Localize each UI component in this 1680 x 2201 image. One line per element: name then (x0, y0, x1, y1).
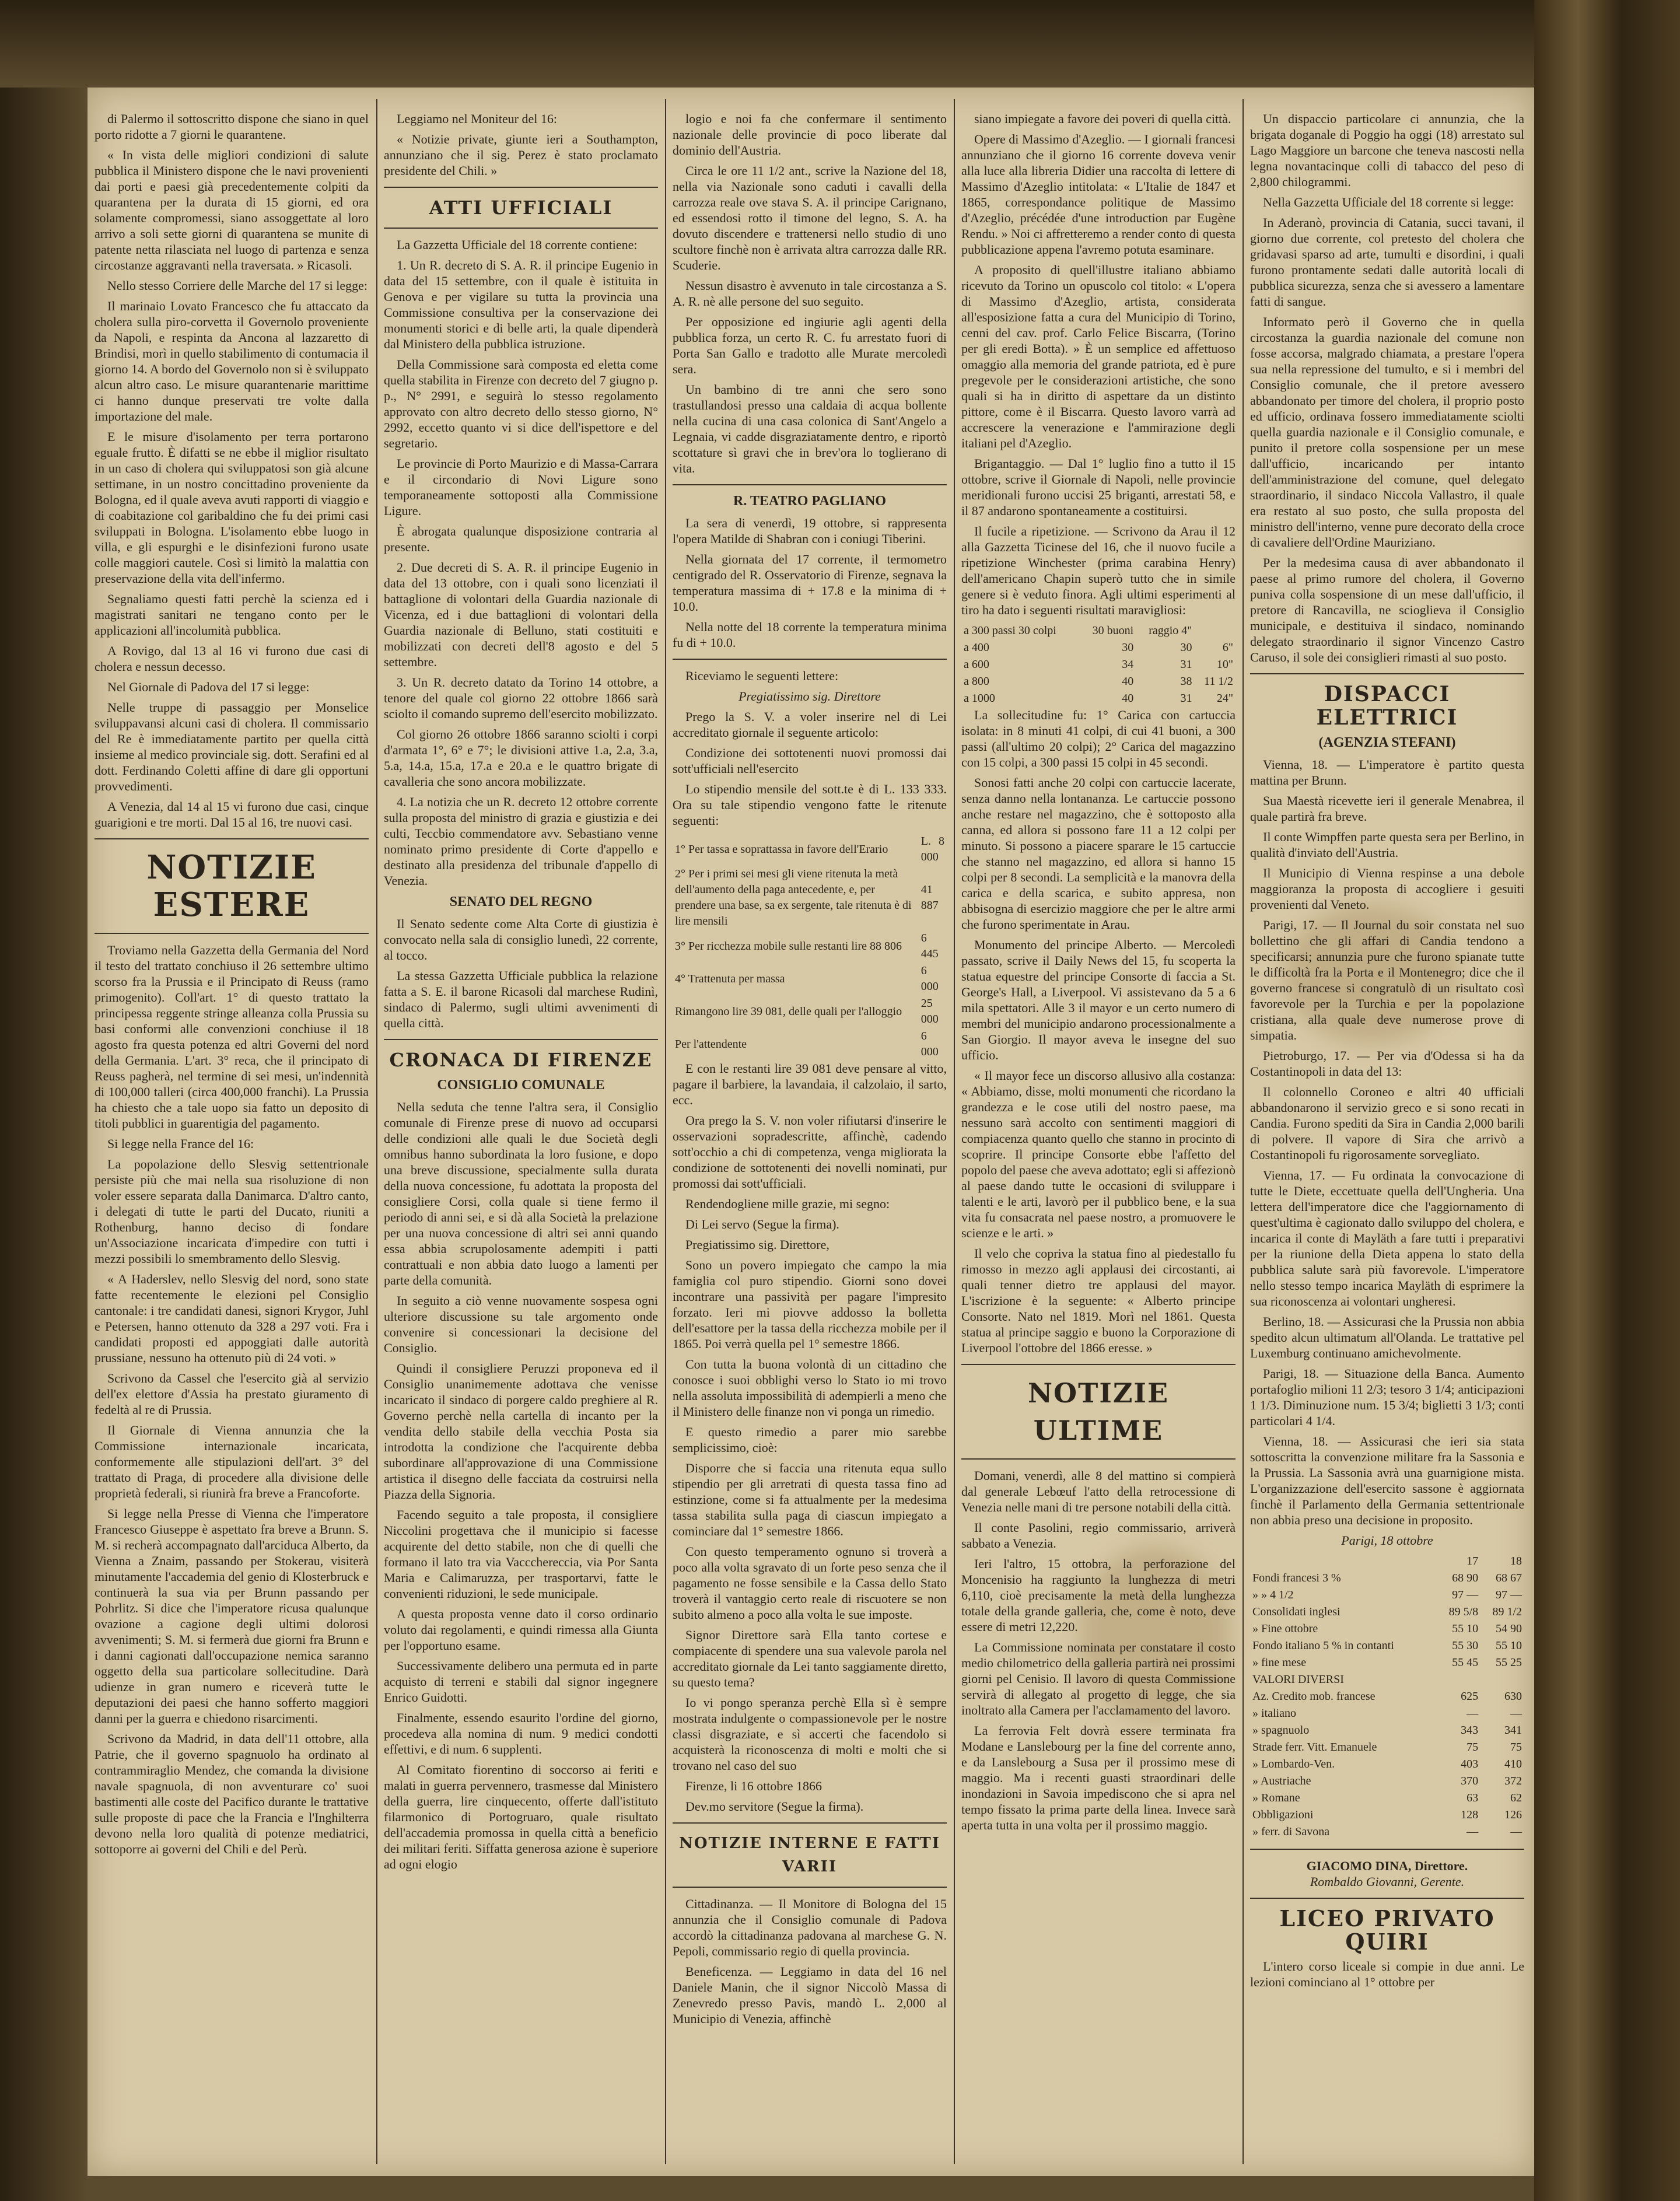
table-cell: » » 4 1/2 (1252, 1588, 1294, 1601)
col2-paras (384, 111, 658, 179)
paragraph: 1. Un R. decreto di S. A. R. il principe Eugenio in data del 15 settembre, con il quale è istituita in Genova e per vigilare su tutta la provincia una Commissione consultiva per la conservazione dei monumenti storici e di belle arti, la quale dipenderà dal Ministero della pubblica istruzione. (384, 258, 658, 351)
table-cell: 54 90 (1496, 1622, 1522, 1635)
column-rule (954, 99, 955, 2164)
table-row (961, 622, 1236, 639)
paragraph: Io vi pongo speranza perchè Ella sì è sempre mostrata indulgente o compassionevole per le nostre classi disgraziate, e sì accerti che facendolo si acquisterà la riconoscenza di molti e molti che si trovano nel caso del suo (673, 1695, 947, 1773)
column-rule (665, 99, 666, 2164)
section-heading-notizie-estere: NOTIZIE ESTERE (146, 848, 317, 924)
table-cell: 55 10 (1496, 1639, 1522, 1652)
table-row (1250, 1637, 1524, 1654)
table-cell: 343 (1461, 1724, 1479, 1737)
table-row (1250, 1587, 1524, 1604)
paragraph: Con tutta la buona volontà di un cittadino che conosce i suoi obblighi verso lo Stato io mi trovo nella assoluta impossibilità di adempierli a meno che il Ministero delle finanze non vi ponga un rimedio. (673, 1357, 947, 1419)
paragraph: Beneficenza. — Leggiamo in data del 16 nel Daniele Manin, che il signor Niccolò Massa di Zenevredo presso Pavis, mandò L. 2,000 al Municipio di Venezia, affinchè (673, 1964, 947, 2026)
paragraph: Circa le ore 11 1/2 ant., scrive la Nazione del 18, nella via Nazionale sono caduti i cavalli della carrozza reale ove stava S. A. il principe Carignano, ed essendosi rotto il timone del legno, S. A. ha dovuto discendere e trattenersi nello studio di uno scultore finchè non è arrivata altra carrozza dalle RR. Scuderie. (673, 163, 947, 272)
col3-paras3 (673, 709, 947, 828)
table-cell: 40 (1122, 675, 1134, 688)
paragraph: Vienna, 18. — Assicurasi che ieri sia stata sottoscritta la convenzione militare fra la Sassonia e la Prussia. La Sassonia avrà una guarnigione mista. L'organizzazione dell'esercito sassone è aggiornata finchè il Parlamento della Germania settentrionale non abbia preso una decisione in proposito. (1250, 1434, 1524, 1527)
paragraph: Un bambino di tre anni che sero sono trastullandosi presso una caldaia di acqua bollente nella cucina di una casa colonica di Sant'Angelo a Legnaia, vi cadde disgraziatamente dentro, e riportò scottature sì gravi che in brev'ora lo toglierano di vita. (673, 382, 947, 475)
col2-paras4 (384, 1099, 658, 1872)
table-cell: 2° Per i primi sei mesi gli viene ritenuta la metà dell'aumento della paga antecedente, e, per prendere una base, sa ex sergente, tale ritenuta è di lire mensili (675, 867, 912, 928)
table-cell (1480, 1671, 1524, 1688)
table-cell: » ferr. di Savona (1252, 1825, 1330, 1838)
table-cell: Consolidati inglesi (1252, 1605, 1340, 1618)
col1-paras2 (94, 942, 369, 1857)
section-heading-cronaca: CRONACA DI FIRENZE (389, 1049, 653, 1071)
paragraph: Quindi il consigliere Peruzzi proponeva ed il Consiglio unanimemente adottava che venisse incaricato il sindaco di porgere caldo preghiere al R. Governo perchè nella cartella di incanto per la vendita dello stabile della vecchia Posta sia introdotta la condizione che l'acquirente debba subordinare all'approvazione di una Commissione artistica il disegno delle facciata da costruirsi nella Piazza della Signoria. (384, 1361, 658, 1502)
table-cell: 341 (1504, 1724, 1522, 1737)
col5-paras (1250, 111, 1524, 665)
paragraph: A Venezia, dal 14 al 15 vi furono due casi, cinque guarigioni e tre morti. Dal 15 al 16, tre nuovi casi. (94, 799, 369, 830)
table-row (673, 963, 947, 995)
paragraph: Signor Direttore sarà Ella tanto cortese e compiacente di spendere una sua valevole parola nel accreditato giornale da Lei tanto saggiamente diretto, su questo tema? (673, 1628, 947, 1689)
paragraph: Condizione dei sottotenenti nuovi promossi dai sott'ufficiali nell'esercito (673, 746, 947, 776)
paragraph: Segnaliamo questi fatti perchè la scienza ed i magistrati sanitari ne tengano conto per le applicazioni all'incolumità pubblica. (94, 592, 369, 638)
col3-paras5 (673, 1896, 947, 2027)
section-heading-dispacci: DISPACCI ELETTRICI (1316, 682, 1458, 730)
paragraph: Troviamo nella Gazzetta della Germania del Nord il testo del trattato conchiuso il 26 settembre ultimo scorso fra la Prussia e il Principato di Reuss (ramo primogenito). Coll'art. 1° di questo trattato la principessa reggente stringe alleanza colla Prussia su basi conformi alle convenzioni conchiuse il 18 agosto fra questa potenza ed altri Governi del nord della Germania. L'art. 3° reca, che il principato di Reuss pagherà, nel termine di sei mesi, un'indennità di 100,000 talleri (circa 400,000 franchi). La Prussia ha chiesto che a tale uopo sia fatto un deposito di titoli pubblici in guarentigia del pagamento. (94, 943, 369, 1131)
table-row (961, 690, 1236, 707)
paragraph: Pietroburgo, 17. — Per via d'Odessa si ha da Costantinopoli in data del 13: (1250, 1048, 1524, 1079)
table-row (961, 673, 1236, 690)
paragraph: logio e noi fa che confermare il sentimento nazionale delle provincie di poco liberate dal dominio dell'Austria. (673, 111, 947, 158)
paragraph: Il conte Wimpffen parte questa sera per Berlino, in qualità d'inviato dell'Austria. (1250, 830, 1524, 860)
col2-paras2 (384, 237, 658, 888)
director-line: GIACOMO DINA, Direttore. (1306, 1859, 1468, 1873)
table-row (673, 1028, 947, 1061)
table-cell: Strade ferr. Vitt. Emanuele (1252, 1741, 1377, 1754)
paragraph: Vienna, 17. — Fu ordinata la convocazione di tutte le Diete, eccettuate quella dell'Ungheria. Una lettera dell'imperatore dice che l'aggiornamento di quest'ultima è cagionato dallo sviluppo del cholera, e incarica il conte di Mayläth a fare tutti i preparativi per la riunione della Dieta appena lo stato della pubblica salute sarà più favorevole. L'imperatore nello stesso tempo incarica Mayläth di esprimere la sua riconoscenza ai volontari ungheresi. (1250, 1168, 1524, 1308)
table-cell: » Austriache (1252, 1775, 1311, 1787)
table-cell: — (1466, 1707, 1479, 1720)
paragraph: A Rovigo, dal 13 al 16 vi furono due casi di cholera e nessun decesso. (94, 643, 369, 674)
paragraph: Della Commissione sarà composta ed eletta come quella stabilita in Firenze con decreto del 7 giugno p. p., N° 2991, e seguirà lo stesso regolamento approvato con altro decreto dello stesso giorno, N° 2992, eccetto quanto vi si dice dell'ispettore e del segretario. (384, 357, 658, 450)
paragraph: Successivamente delibero una permuta ed in parte acquisto di terreni e stabili dal signor ingegnere Enrico Guidotti. (384, 1658, 658, 1705)
table-cell (1250, 1553, 1437, 1570)
left-edge (0, 88, 88, 2201)
ledger-table (673, 833, 947, 1061)
table-row (1250, 1621, 1524, 1637)
table-cell: 126 (1504, 1808, 1522, 1821)
subheading-senato: SENATO DEL REGNO (449, 894, 593, 909)
column-1 (94, 111, 369, 2153)
table-cell: 24" (1216, 692, 1233, 705)
ad-text: L'intero corso liceale si compie in due anni. Le lezioni cominciano al 1° ottobre per (1250, 1959, 1524, 1989)
table-cell: 31 (1180, 692, 1192, 705)
col3-paras (673, 111, 947, 476)
paragraph: Brigantaggio. — Dal 1° luglio fino a tutto il 15 ottobre, scrive il Giornale di Napoli, nelle provincie meridionali furono uccisi 25 briganti, arrestati 58, e il 87 andarono spontaneamente a costituirsi. (961, 456, 1236, 518)
paragraph: Pregiatissimo sig. Direttore, (685, 1237, 830, 1252)
table-row (1250, 1773, 1524, 1790)
paragraph: Nella seduta che tenne l'altra sera, il Consiglio comunale di Firenze prese di nuovo ad occuparsi delle condizioni alle quali le due Società degli omnibus hanno subordinata la loro fusione, e dopo una breve discussione, specialmente sulla durata della nuova concessione, fu adottata la proposta del consigliere Corsi, colla quale si tiene fermo il periodo di anni sei, e si dà alla Società la prelazione per una nuova concessione di altri sei anni quando essa abbia scrupolosamente adempiti i patti contrattuali e non abbia dato luogo a lamenti per parte della comunità. (384, 1100, 658, 1287)
top-edge (0, 0, 1680, 88)
table-cell: 6 000 (921, 1030, 939, 1058)
table-cell: 4° Trattenuta per massa (675, 972, 785, 985)
paragraph: Monumento del principe Alberto. — Mercoledì passato, scrive il Daily News del 15, fu scoperta la statua equestre del principe Consorte di faccia a St. George's Hall, a Liverpool. Vi assistevano da 5 a 6 mila spettatori. Alle 3 il mayor e un certo numero di membri del municipio andarono processionalmente a San Giorgio. Il mayor aveva le insegne del suo ufficio. (961, 937, 1236, 1062)
paragraph: Il Senato sedente come Alta Corte di giustizia è convocato nella sala di consiglio lunedì, 22 corrente, al tocco. (384, 916, 658, 963)
paragraph: Leggiamo nel Moniteur del 16: (397, 111, 557, 126)
paragraph: Il conte Pasolini, regio commissario, arriverà sabbato a Venezia. (961, 1520, 1236, 1551)
table-cell: 97 — (1452, 1588, 1479, 1601)
paragraph: Il colonnello Coroneo e altri 40 ufficiali abbandonarono il servizio greco e si sono recati in Candia. Furono spediti da Sira in Candia 2,000 barili di polvere. Il vapore di Sira che arrivò a Costantinopoli fu rigorosamente sorvegliato. (1250, 1084, 1524, 1162)
column-rule (376, 99, 377, 2164)
paragraph: Nella notte del 18 corrente la temperatura minima fu di + 10.0. (673, 620, 947, 650)
table-cell: 89 1/2 (1492, 1605, 1522, 1618)
table-row (1250, 1654, 1524, 1671)
paragraph: Al Comitato fiorentino di soccorso ai feriti e malati in guerra pervennero, trasmesse dal Ministero della guerra, lire cinquecento, offerte dall'istituto filarmonico di Portogruaro, quale risultato dell'accademia promossa in quella città a beneficio dei militari feriti. Siffatta generosa azione è superiore ad ogni elogio (384, 1762, 658, 1871)
paragraph: Berlino, 18. — Assicurasi che la Prussia non abbia spedito alcun ultimatum all'Olanda. Le trattative pel Luxemburg continuano amichevolmente. (1250, 1314, 1524, 1360)
newspaper-page (88, 88, 1534, 2176)
paragraph: Sua Maestà ricevette ieri il generale Menabrea, il quale partirà fra breve. (1250, 793, 1524, 824)
table-cell: a 1000 (964, 692, 995, 705)
table-cell: Fondo italiano 5 % in contanti (1252, 1639, 1394, 1652)
paragraph: Nelle truppe di passaggio per Monselice sviluppavansi alcuni casi di cholera. Il commissario del Re è immediatamente partito per quella città insieme al medico provinciale sig. dott. Serafini ed al dott. Ferdinando Coletti affine di dare gli opportuni provvedimenti. (94, 700, 369, 793)
table-row (961, 639, 1236, 656)
paragraph: E questo rimedio a parer mio sarebbe semplicissimo, cioè: (673, 1425, 947, 1455)
table-cell: a 300 passi 30 colpi (964, 624, 1056, 637)
paragraph: Disporre che si faccia una ritenuta equa sullo stipendio per gli arretrati di questa tassa fino ad estinzione, come si fa attualmente per la medesima tassa stabilita sulla paga di ciascun impiegato a cominciare dal 1° semestre 1866. (673, 1461, 947, 1538)
paragraph: Informato però il Governo che in quella circostanza la guardia nazionale del comune non fosse accorsa, malgrado chiamata, a prestare l'opera sua nella repressione del tumulto, e si i membri del Consiglio comunale, che il pretore avessero abbandonato per timore del cholera, il proprio posto ed ufficio, ordinava fossero immediatamente sciolti quella guardia nazionale e il Consiglio comunale, e punito il pretore colla sospensione per un mese dall'ufficio, incaricando per intanto dell'amministrazione del comune, quel delegato straordinario, il sindaco Niccola Vallastro, il quale era restato al suo posto, che sulla proposta del ministro dell'interno, venne pure decorato della croce di cavaliere dell'Ordine Mauriziano. (1250, 314, 1524, 550)
bourse-table (1250, 1553, 1524, 1840)
col2-paras3 (384, 916, 658, 1031)
paragraph: A proposito di quell'illustre italiano abbiamo ricevuto da Torino un opuscolo col titolo: « L'opera di Massimo d'Azeglio, artista, considerata all'esposizione fatta a cura del Municipio di Torino, cenni del cav. prof. Carlo Felice Biscarra, (Torino per gli eredi Botta). » È un semplice ed affettuoso omaggio alla memoria del grande patriota, ed è pure pregevole per le considerazioni artistiche, che sono quali si ha in diritto di aspettare da un distinto pittore, come è il Biscarra. Questo lavoro varrà ad accrescere la venerazione e l'ammirazione degli italiani pel d'Azeglio. (961, 263, 1236, 450)
table-header-row (1250, 1553, 1524, 1570)
paragraph: Firenze, li 16 ottobre 1866 (685, 1779, 822, 1793)
table-cell: 55 45 (1452, 1656, 1479, 1669)
paragraph: Sonosi fatti anche 20 colpi con cartuccie lacerate, senza danno nella lontananza. Le cartuccie possono anche restare nel magazzino, che è sottoposto alla canna, ed allora si possono fare 11 a 12 colpi per minuto. Si possono a piacere sparare le 15 cartuccie che stanno nel magazzino, ed allora si hanno 15 colpi per 8 secondi. La semplicità e la manovra della carica e della scarica, e subito appresa, non abbisogna di esercizio maggiore che per le altre armi che furono sperimentate in Arau. (961, 775, 1236, 932)
subheading-teatro: R. TEATRO PAGLIANO (733, 494, 887, 509)
table-row (1250, 1604, 1524, 1621)
table-cell: 63 (1466, 1791, 1479, 1804)
table-cell: 34 (1122, 658, 1134, 671)
paragraph: « A Haderslev, nello Slesvig del nord, sono state fatte recentemente le elezioni pel Consiglio cantonale: i tre candidati danesi, signori Krygor, Juhl e Petersen, hanno ottenuto da 328 a 297 voti. Fra i candidati proposti ed appoggiati dalle autorità prussiane, nessuno ha ottenuto più di 24 voti. » (94, 1272, 369, 1365)
table-cell: 410 (1504, 1758, 1522, 1770)
col3-paras4 (673, 1061, 947, 1814)
table-cell: » spagnuolo (1252, 1724, 1310, 1737)
paragraph: La sera di venerdì, 19 ottobre, si rappresenta l'opera Matilde di Shabran con i coniugi Tiberini. (673, 516, 947, 546)
paragraph: Il marinaio Lovato Francesco che fu attaccato da cholera sulla piro-corvetta il Governolo proveniente da Napoli, e respinta da Ancona al lazzaretto di Brindisi, morì in quello stabilimento di contumacia il giorno 14. A bordo del Governolo non si è sviluppato alcun altro caso. Le misure quarantenarie marittime ci hanno dunque preservati tre volte dalla importazione del male. (94, 299, 369, 424)
table-cell: 372 (1504, 1775, 1522, 1787)
paragraph: La popolazione dello Slesvig settentrionale persiste più che mai nella sua risoluzione di non voler essere separata dalla Danimarca. D'altro canto, i delegati di tutte le parti del Ducato, riuniti a Rothenburg, hanno deciso di fondare un'Associazione incaricata d'impedire con tutti i mezzi possibili lo smembramento dello Slesvig. (94, 1157, 369, 1266)
paragraph: Un dispaccio particolare ci annunzia, che la brigata doganale di Poggio ha oggi (18) arrestato sul Lago Maggiore un barcone che teneva nascosti nella legna novantacinque colli di tabacco del peso di 2,800 chilogrammi. (1250, 111, 1524, 189)
table-cell: 10" (1216, 658, 1233, 671)
paragraph: Nello stesso Corriere delle Marche del 17 si legge: (107, 278, 368, 293)
table-row (1250, 1756, 1524, 1773)
table-cell: 403 (1461, 1758, 1479, 1770)
paragraph: Dev.mo servitore (Segue la firma). (685, 1799, 864, 1814)
table-cell: raggio 4" (1149, 624, 1192, 637)
paragraph: « Il mayor fece un discorso allusivo alla costanza: « Abbiamo, disse, molti monumenti che ricordano la grandezza e le cose utili del nostro paese, ma nessuno sarà accolto con sentimenti maggiori di compiacenza quanto quello che stanno in procinto di scoprire. Il principe Consorte ebbe l'affetto del popolo del paese che aveva adottato; egli si affezionò al paese dando tutte le occasioni di sviluppare i talenti e le arti, lavorò per il pubblico bene, e la sua vita fu consacrata nel paese nostro, a promuovere le scienze e le arti. » (961, 1068, 1236, 1240)
subheading-consiglio: CONSIGLIO COMUNALE (437, 1077, 605, 1093)
paragraph: La ferrovia Felt dovrà essere terminata fra Modane e Lanslebourg per la fine del corrente anno, e da Lanslebourg a Susa per il prossimo mese di maggio. Ma i recenti guasti straordinari delle inondazioni in Savoia impediscono che si apra nel tempo fissato la prima parte della linea. Invece sarà aperta tutta in una volta per il prossimo maggio. (961, 1723, 1236, 1832)
table-row (673, 930, 947, 963)
paragraph: « In vista delle migliori condizioni di salute pubblica il Ministero dispone che le navi provenienti dai porti e paesi già precedentemente colpiti da quarantena per la durata di 15 giorni, ed ora solamente compromessi, siano assoggettate al loro arrivo a soli sette giorni di quarantena se munite di patente netta rilasciata nel luogo di partenza e senza circostanze aggravanti nella traversata. » Ricasoli. (94, 148, 369, 272)
table-cell (1437, 1671, 1480, 1688)
paragraph: Il fucile a ripetizione. — Scrivono da Arau il 12 alla Gazzetta Ticinese del 16, che il nuovo fucile a ripetizione Winchester (prima carabina Henry) dell'americano Chapin superò tutto che in simile genere si è veduto finora. Agli ultimi esperimenti al tiro ha dato i seguenti risultati maravigliosi: (961, 524, 1236, 617)
paragraph: E le misure d'isolamento per terra portarono eguale frutto. È difatti se ne ebbe il miglior risultato in un caso di cholera qui sviluppatosi son già alcune settimane, in un nostro concittadino proveniente da Bologna, ed il quale aveva avuti rapporti di viaggio e di coabitazione col garibaldino che fu dei primi casi sviluppati in Bologna. L'isolamento ebbe luogo in villa, e gli espurghi e le disinfezioni furono usate colle maggiori cautele. Così si limitò la malattia con preservazione della vita dell'infermo. (94, 429, 369, 586)
paragraph: 3. Un R. decreto datato da Torino 14 ottobre, a tenore del quale col giorno 22 ottobre 1866 sarà sciolto il comando supremo dell'esercito mobilizzato. (384, 675, 658, 721)
table-cell: » Fine ottobre (1252, 1622, 1318, 1635)
column-3 (673, 111, 947, 2153)
paragraph: È abrogata qualunque disposizione contraria al presente. (384, 524, 658, 554)
book-binding (1534, 0, 1680, 2201)
table-cell: 30 (1180, 641, 1192, 654)
paragraph: A questa proposta venne dato il corso ordinario voluto dai regolamenti, e quindi rimessa alla Giunta per l'opportuno esame. (384, 1607, 658, 1653)
paragraph: 4. La notizia che un R. decreto 12 ottobre corrente sulla proposta del ministro di grazia e giustizia e dei culti, Teccbio commendatore avv. Sebastiano venne nominato primo presidente di Corte d'appello e destinato alla presidenza del tribunale d'appello di Venezia. (384, 795, 658, 888)
table-cell: a 600 (964, 658, 989, 671)
table-cell: — (1510, 1707, 1522, 1720)
paragraph: Scrivono da Madrid, in data dell'11 ottobre, alla Patrie, che il governo spagnuolo ha ordinato al contrammiraglio Mendez, che comanda la divisione navale spagnuola, di non avventurare co' suoi bastimenti alle coste del Pacifico durante le trattative sulle proposte di pace che la Francia e l'Inghilterra devono nella loro qualità di potenze mediatrici, sottoporre ai governi del Chili e del Perù. (94, 1731, 369, 1856)
table-cell: 75 (1466, 1741, 1479, 1754)
paragraph: Di Lei servo (Segue la firma). (685, 1217, 839, 1231)
table-cell: Az. Credito mob. francese (1252, 1690, 1376, 1703)
table-header-cell: 17 (1466, 1555, 1479, 1567)
paragraph: Finalmente, essendo esaurito l'ordine del giorno, procedeva alla nomina di num. 9 medici condotti effettivi, e di num. 6 supplenti. (384, 1710, 658, 1756)
paragraph: Rendendogliene mille grazie, mi segno: (685, 1196, 890, 1211)
paragraph: Per opposizione ed ingiurie agli agenti della pubblica forza, un certo R. C. fu arrestato fuori di Porta San Gallo e tradotto alle Murate mercoledì sera. (673, 314, 947, 376)
paragraph: Per la medesima causa di aver abbandonato il paese al primo rumore del cholera, il Governo puniva colla sospensione di un mese dall'ufficio, il pretore di Rancavilla, ne scioglieva il Consiglio municipale, e destituiva il sindaco, nominando delegato straordinario il signor Vincenzo Castro Caruso, il sole dei consiglieri rimasti al suo posto. (1250, 555, 1524, 664)
table-cell: 38 (1180, 675, 1192, 688)
table-cell: 55 25 (1496, 1656, 1522, 1669)
paragraph: Col giorno 26 ottobre 1866 saranno sciolti i corpi d'armata 1°, 6° e 7°; le divisioni attive 1.a, 2.a, 3.a, 5.a, 14.a, 15.a, 17.a e 20.a e le quattro brigate di cavalleria che sono ancora mobilizzate. (384, 727, 658, 789)
paragraph: di Palermo il sottoscritto dispone che siano in quel porto ridotte a 7 giorni le quarantene. (94, 111, 369, 142)
section-heading-notizie-ultime: NOTIZIE ULTIME (1027, 1377, 1170, 1446)
paragraph: Cittadinanza. — Il Monitore di Bologna del 15 annunzia che il Consiglio comunale di Padova accordò la cittadinanza padovana al marchese G. N. Pepoli, commissario regio di quella provincia. (673, 1896, 947, 1958)
table-cell: 1° Per tassa e soprattassa in favore dell'Erario (675, 842, 888, 856)
column-4 (961, 111, 1236, 2153)
table-cell: 6" (1222, 641, 1233, 654)
paragraph: Il Municipio di Vienna respinse a una debole maggioranza la proposta di accogliere i gesuiti provenienti dal Veneto. (1250, 866, 1524, 912)
bourse-title: Parigi, 18 ottobre (1341, 1533, 1433, 1548)
table-cell: 97 — (1496, 1588, 1522, 1601)
letter-salutation: Pregiatissimo sig. Direttore (738, 689, 881, 704)
paragraph: La Commissione nominata per constatare il costo medio chilometrico della galleria partirà nei prossimi giorni pel Cenisio. Il lavoro di questa Commissione servirà di allegato al progetto di legge, che sia inoltrato alla Camera per l'acclamamento del lavoro. (961, 1640, 1236, 1717)
table-cell: Fondi francesi 3 % (1252, 1572, 1341, 1584)
paragraph: Facendo seguito a tale proposta, il consigliere Niccolini progettava che il municipio si facesse acquirente del detto stabile, non che di quelli che formano il lato tra via Vaccchereccia, via Por Santa Maria e Calimaruzza, per trasportarvi, fatte le convenienti riduzioni, le sede municipale. (384, 1507, 658, 1601)
paragraph: Il velo che copriva la statua fino al piedestallo fu rimosso in mezzo agli applausi dei circostanti, ai quali tenner dietro tre applausi del mayor. L'iscrizione è la seguente: « Alberto principe Consorte. Nato nel 1819. Morì nel 1861. Questa statua al principe saggio e buono la Corporazione di Liverpool l'ottobre del 1866 eresse. » (961, 1246, 1236, 1355)
table-cell: 31 (1180, 658, 1192, 671)
table-cell: 625 (1461, 1690, 1479, 1703)
table-cell: 370 (1461, 1775, 1479, 1787)
column-2 (384, 111, 658, 2153)
table-cell: 11 1/2 (1204, 675, 1233, 688)
table-cell: 128 (1461, 1808, 1479, 1821)
paragraph: In seguito a ciò venne nuovamente sospesa ogni ulteriore discussione su tale argomento onde convenire si concessionari la decisione del Consiglio. (384, 1293, 658, 1355)
table-cell: 3° Per ricchezza mobile sulle restanti lire 88 806 (675, 939, 902, 953)
table-cell: 55 10 (1452, 1622, 1479, 1635)
paragraph: La sollecitudine fu: 1° Carica con cartuccia isolata: in 8 minuti 41 colpi, di cui 41 buoni, a 300 passi (all'ultimo 20 colpi); 2° Carica del magazzino con 15 colpi, a 300 passi 15 colpi in 45 secondi. (961, 708, 1236, 769)
table-header-cell: 18 (1510, 1555, 1522, 1567)
paragraph: « Notizie private, giunte ieri a Southampton, annunziano che il sig. Perez è stato proclamato presidente del Chili. » (384, 132, 658, 178)
table-cell: 6 000 (921, 964, 939, 993)
table-cell: 62 (1510, 1791, 1522, 1804)
table-cell: a 800 (964, 675, 989, 688)
paragraph: Parigi, 18. — Situazione della Banca. Aumento portafoglio milioni 11 2/3; tesoro 3 1/4; anticipazioni 1 1/3. Diminuzione num. 15 3/4; biglietti 3 1/3; conti particolari 4 1/4. (1250, 1366, 1524, 1428)
section-heading-atti-ufficiali: ATTI UFFICIALI (429, 197, 613, 219)
table-row (961, 656, 1236, 673)
table-row (673, 833, 947, 866)
paragraph: Le provincie di Porto Maurizio e di Massa-Carrara e il circondario di Novi Ligure sono temporaneamente sottoposti alla Commissione Ligure. (384, 456, 658, 518)
ad-title: LICEO PRIVATO QUIRI (1279, 1905, 1495, 1955)
table-cell: 40 (1122, 692, 1134, 705)
subheading-agenzia: (AGENZIA STEFANI) (1318, 735, 1456, 750)
table-cell: 55 30 (1452, 1639, 1479, 1652)
shots-table (961, 622, 1236, 707)
paragraph: Nel Giornale di Padova del 17 si legge: (107, 680, 310, 694)
table-cell: 75 (1510, 1741, 1522, 1754)
table-cell: — (1466, 1825, 1479, 1838)
paragraph: Lo stipendio mensile del sott.te è di L. 133 333. Ora su tale stipendio vengono fatte le ritenute seguenti: (673, 782, 947, 828)
table-cell: Per l'attendente (675, 1037, 747, 1051)
paragraph: Il Giornale di Vienna annunzia che la Commissione internazionale incaricata, conformemente alle stipulazioni dell'art. 3° del trattato di Praga, di procedere alla divisione delle proprietà federali, si riunirà fra breve a Francoforte. (94, 1423, 369, 1500)
table-row (1250, 1688, 1524, 1705)
table-cell: » Lombardo-Ven. (1252, 1758, 1335, 1770)
table-row (1250, 1824, 1524, 1840)
table-cell: 30 buoni (1092, 624, 1134, 637)
table-cell: 25 000 (921, 997, 939, 1026)
paragraph: Ieri l'altro, 15 ottobra, la perforazione del Moncenisio ha raggiunto la lunghezza di metri 6,110, cioè precisamente la metà della lunghezza totale della grande galleria, che, come è noto, deve essere di metri 12,220. (961, 1556, 1236, 1634)
paragraph: 2. Due decreti di S. A. R. il principe Eugenio in data del 13 ottobre, con i quali sono licenziati il battaglione di volontari della Guardia nazionale di Vicenza, ed i due battaglioni di volontari della Guardia nazionale di Belluno, stati costituiti e mobilizzati con decreti dell'8 agosto e del 5 settembre. (384, 560, 658, 669)
table-row (1250, 1739, 1524, 1756)
column-5 (1250, 111, 1524, 2153)
table-cell: 89 5/8 (1448, 1605, 1479, 1618)
col3-paras2 (673, 515, 947, 650)
table-cell: L. 8 000 (921, 835, 944, 863)
table-row (1250, 1790, 1524, 1807)
table-cell: Rimangono lire 39 081, delle quali per l'alloggio (675, 1005, 902, 1018)
column-rule (1242, 99, 1244, 2164)
paragraph: La Gazzetta Ufficiale del 18 corrente contiene: (397, 237, 638, 252)
paragraph: Sono un povero impiegato che campo la mia famiglia col puro stipendio. Giorni sono dovei incontrare una passività per pagare l'impresito forzato. Ieri mi piovve addosso la bolletta dell'esattore per la tassa della ricchezza mobile per il 1865. Poi verrà quella pel 1° semestre 1866. (673, 1258, 947, 1351)
table-row (1250, 1671, 1524, 1688)
paragraph: E con le restanti lire 39 081 deve pensare al vitto, pagare il barbiere, la lavandaia, il calzolaio, il sarto, ecc. (673, 1061, 947, 1107)
table-cell: » italiano (1252, 1707, 1296, 1720)
paragraph: Nella Gazzetta Ufficiale del 18 corrente si legge: (1263, 195, 1514, 209)
paragraph: Ora prego la S. V. non voler rifiutarsi d'inserire le osservazioni sopradescritte, affinchè, cadendo sott'occhio a chi di competenza, venga migliorata la condizione de sottotenenti dei novelli nominati, pur promossi dai sott'ufficiali. (673, 1113, 947, 1191)
table-cell: 30 (1122, 641, 1134, 654)
table-cell: 6 445 (921, 932, 939, 960)
table-cell: 630 (1504, 1690, 1522, 1703)
paragraph: Nessun disastro è avvenuto in tale circostanza a S. A. R. nè alle persone del suo seguito. (673, 278, 947, 309)
table-cell: 68 90 (1452, 1572, 1479, 1584)
table-cell: — (1510, 1825, 1522, 1838)
table-cell: a 400 (964, 641, 989, 654)
table-row (1250, 1722, 1524, 1739)
paragraph: Con questo temperamento ognuno si troverà a poco alla volta sgravato di un forte peso senza che il pagamento ne fosse sensibile e la Cassa dello Stato troverà il vantaggio certo reale di riscuotere se non subito almeno a poco alla volta le sue imposte. (673, 1544, 947, 1622)
paragraph: Prego la S. V. a voler inserire nel di Lei accreditato giornale il seguente articolo: (673, 709, 947, 740)
paragraph: Parigi, 17. — Il Journal du soir constata nel suo bollettino che gli affari di Candia tendono a specificarsi; annunzia pure che furono spianate tutte le difficoltà fra la Porta e il Montenegro; dice che il governo francese si congratulò di un risultato così favorevole per la Turchia e per la popolazione cristiana, alla quale deve numerose prove di simpatia. (1250, 918, 1524, 1042)
col4-paras2 (961, 707, 1236, 1356)
manager-line: Rombaldo Giovanni, Gerente. (1310, 1874, 1465, 1889)
letter-intro: Riceviamo le seguenti lettere: (685, 669, 839, 683)
col4-paras3 (961, 1468, 1236, 1833)
paragraph: La stessa Gazzetta Ufficiale pubblica la relazione fatta a S. E. il barone Ricasoli dal marchese Rudinì, sindaco di Palermo, sugli ultimi avvenimenti di quella città. (384, 968, 658, 1030)
table-row (673, 866, 947, 930)
table-cell: Obbligazioni (1252, 1808, 1314, 1821)
paragraph: Domani, venerdì, alle 8 del mattino si compierà dal generale Lebœuf l'atto della retrocessione di Venezia nelle mani di tre persone notabili della città. (961, 1468, 1236, 1514)
col4-paras (961, 111, 1236, 618)
table-cell: » fine mese (1252, 1656, 1307, 1669)
table-cell: » Romane (1252, 1791, 1300, 1804)
paragraph: In Aderanò, provincia di Catania, succi tavani, il giorno due corrente, col pretesto del cholera che gridavasi sparso ad arte, tumulti e disordini, i quali furono prontamente sedati dalle autorità locali di pubblica sicurezza, senza che si avessero a lamentare fatti di sangue. (1250, 215, 1524, 309)
paragraph: Scrivono da Cassel che l'esercito già al servizio dell'ex elettore d'Assia ha prestato giuramento di fedeltà al re di Prussia. (94, 1371, 369, 1417)
paragraph: Nella giornata del 17 corrente, il termometro centigrado del R. Osservatorio di Firenze, segnava la temperatura massima di + 17.8 e la minima di + 10.0. (673, 552, 947, 614)
table-cell: 68 67 (1496, 1572, 1522, 1584)
paragraph: Opere di Massimo d'Azeglio. — I giornali francesi annunziano che il giorno 16 corrente doveva venir alla luce alla libreria Didier una raccolta di lettere di Massimo d'Azeglio intitolata: « L'Italie de 1847 et 1865, correspondance politique de Massimo d'Azeglio, précédée d'une introduction par Eugène Rendu. » Noi ci affretteremo a render conto di questa pubblicazione appena l'avremo potuta esaminare. (961, 132, 1236, 257)
col1-paras (94, 111, 369, 830)
table-row (1250, 1570, 1524, 1587)
paragraph: Si legge nella France del 16: (107, 1136, 254, 1151)
paragraph: Vienna, 18. — L'imperatore è partito questa mattina per Brunn. (1250, 757, 1524, 788)
table-row (673, 995, 947, 1028)
col5-paras2 (1250, 757, 1524, 1528)
section-heading-interne: NOTIZIE INTERNE E FATTI VARII (679, 1835, 940, 1875)
table-cell: 41 887 (921, 883, 939, 912)
table-cell: VALORI DIVERSI (1252, 1673, 1344, 1686)
table-row (1250, 1807, 1524, 1824)
table-row (1250, 1705, 1524, 1722)
paragraph: Si legge nella Presse di Vienna che l'imperatore Francesco Giuseppe è aspettato fra breve a Brunn. S. M. si recherà accompagnato dall'arciduca Alberto, da Vienna a Znaim, passando per Stokerau, visiterà minutamente l'accademia del genio di Klosterbruck e continuerà la sua via per Brunn passando per Pohrlitz. Si dice che l'imperatore ricusa qualunque ovazione a cagione degli ultimi dolorosi avvenimenti; S. M. si fermerà due giorni fra Brunn e i danni cagionati dall'occupazione nemica saranno oggetto della sua particolare sollecitudine. Darà udienze in gran numero e riceverà tutte le deputazioni dei paesi che hanno sofferto maggiori danni per la guerra e chiedono risarcimenti. (94, 1506, 369, 1726)
paragraph: siano impiegate a favore dei poveri di quella città. (974, 111, 1231, 126)
